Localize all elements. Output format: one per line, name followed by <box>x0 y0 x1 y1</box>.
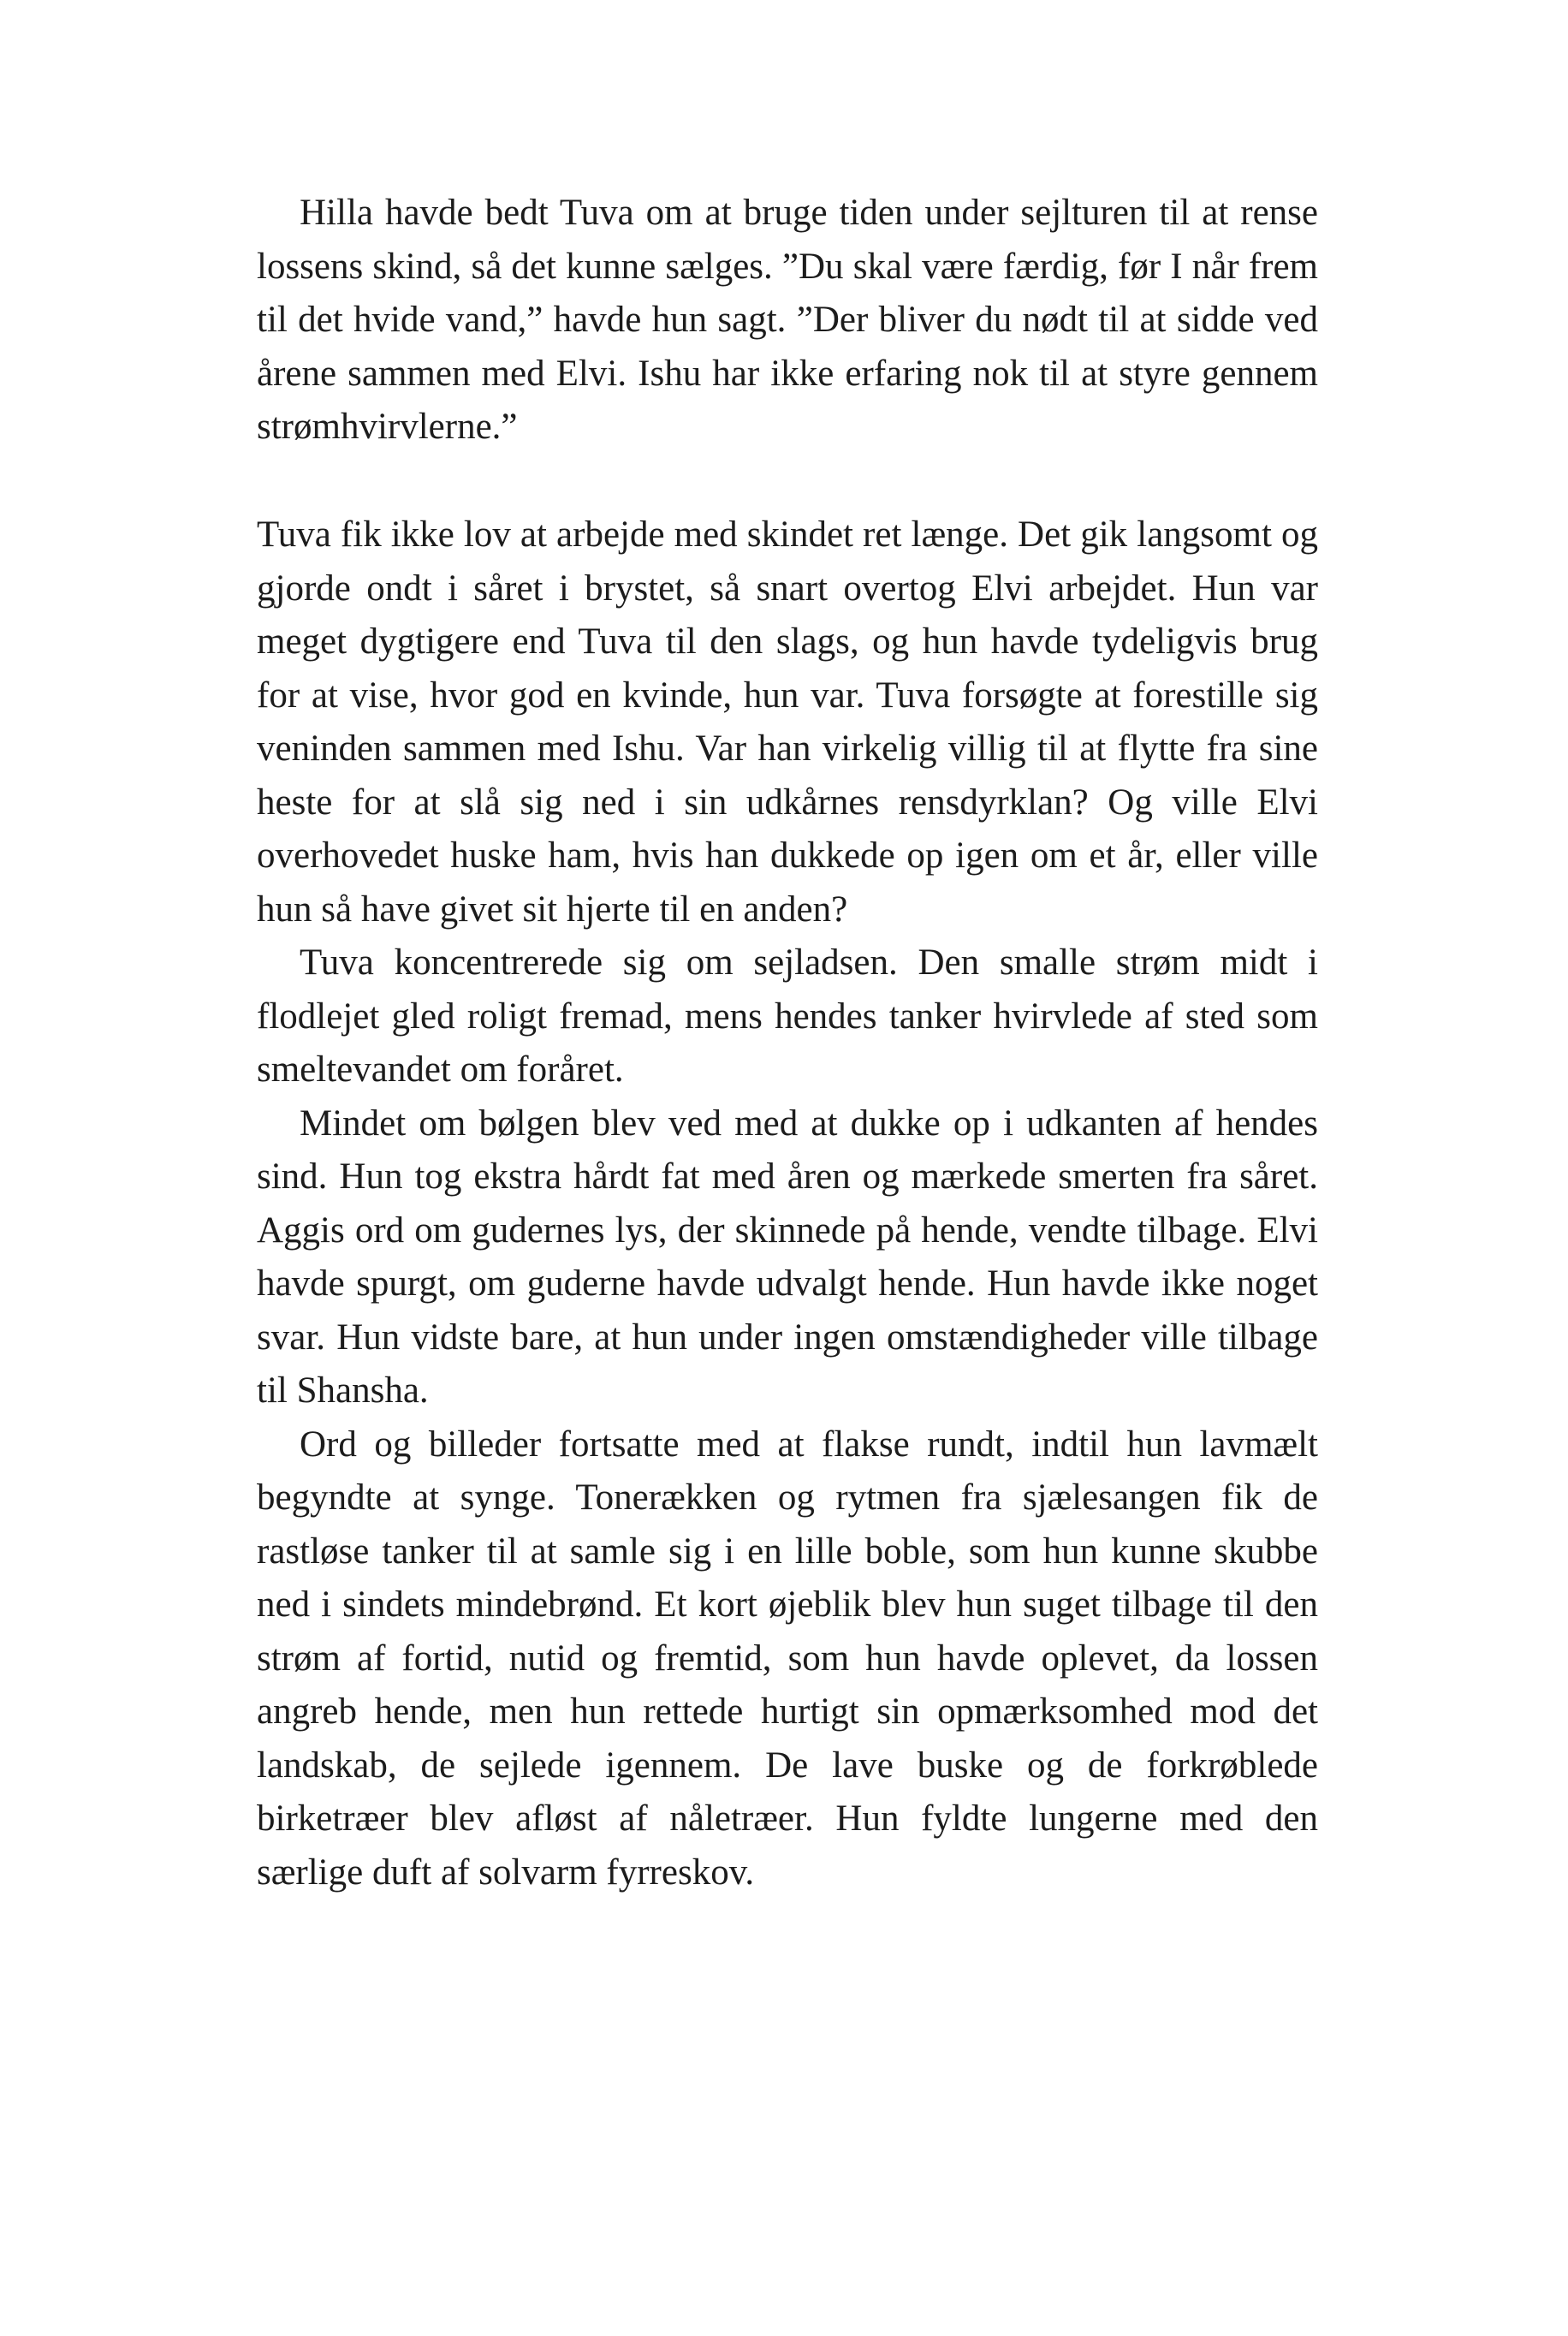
paragraph: Mindet om bølgen blev ved med at dukke op i udkanten af hendes sind. Hun tog ekstra hårdt fat med åren og mærkede smerten fra såret. Aggis ord om gudernes lys, der skinnede på hende, vendte tilbage. Elvi havde spurgt, om guderne havde udvalgt hende. Hun havde ikke noget svar. Hun vidste bare, at hun under ingen omstændigheder ville tilbage til Shansha. <box>257 1103 1318 1411</box>
paragraph: Hilla havde bedt Tuva om at bruge tiden under sejlturen til at rense lossens skind, så det kunne sælges. ”Du skal være færdig, før I når frem til det hvide vand,” havde hun sagt. ”Der bliver du nødt til at sidde ved årene sammen med Elvi. Ishu har ikke erfaring nok til at styre gennem strømhvirvlerne.” <box>257 193 1318 447</box>
paragraph: Tuva koncentrerede sig om sejladsen. Den smalle strøm midt i flodlejet gled roligt fremad, mens hendes tanker hvirvlede af sted som smeltevandet om foråret. <box>257 942 1318 1090</box>
text-section-2 <box>257 508 1318 1899</box>
paragraph: Tuva fik ikke lov at arbejde med skindet ret længe. Det gik langsomt og gjorde ondt i såret i brystet, så snart overtog Elvi arbejdet. Hun var meget dygtigere end Tuva til den slags, og hun havde tydeligvis brug for at vise, hvor god en kvinde, hun var. Tuva forsøgte at forestille sig veninden sammen med Ishu. Var han virkelig villig til at flytte fra sine heste for at slå sig ned i sin udkårnes rensdyrklan? Og ville Elvi overhovedet huske ham, hvis han dukkede op igen om et år, eller ville hun så have givet sit hjerte til en anden? <box>257 514 1318 930</box>
paragraph: Ord og billeder fortsatte med at flakse rundt, indtil hun lavmælt begyndte at synge. Tonerækken og rytmen fra sjælesangen fik de rastløse tanker til at samle sig i en lille boble, som hun kunne skubbe ned i sindets mindebrønd. Et kort øjeblik blev hun suget tilbage til den strøm af fortid, nutid og fremtid, som hun havde oplevet, da lossen angreb hende, men hun rettede hurtigt sin opmærksomhed mod det landskab, de sejlede igennem. De lave buske og de forkrøblede birketræer blev afløst af nåletræer. Hun fyldte lungerne med den særlige duft af solvarm fyrreskov. <box>257 1424 1318 1893</box>
text-section-1 <box>257 187 1318 455</box>
